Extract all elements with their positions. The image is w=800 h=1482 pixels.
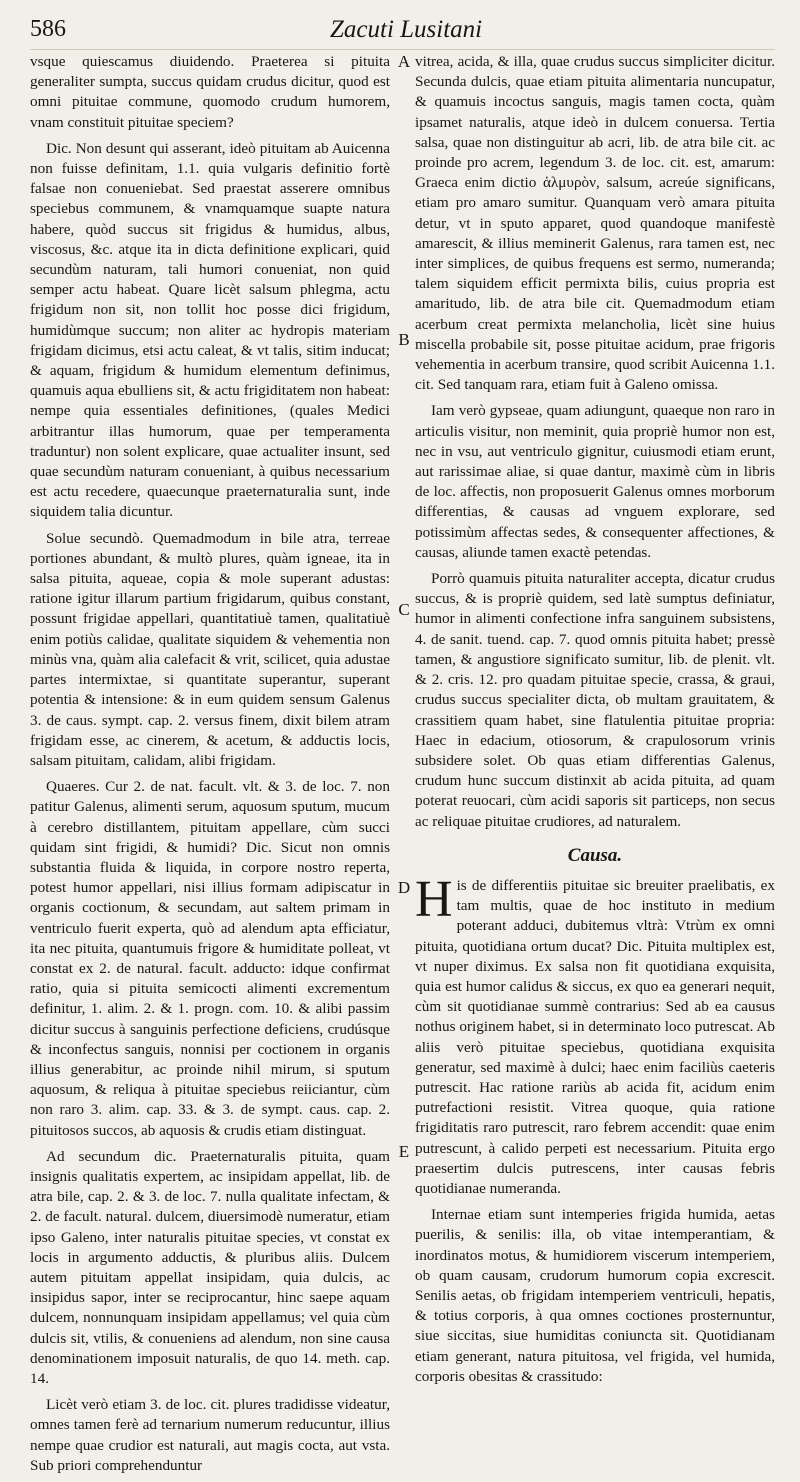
paragraph: Licèt verò etiam 3. de loc. cit. plures tradidisse videatur, omnes tamen ferè ad ternarium numerum reducuntur, illius nempe quae crudior est naturali, aut magis cocta, aut vsta. Sub priori comprehenduntur <box>30 1396 390 1474</box>
paragraph: Porrò quamuis pituita naturaliter accepta, dicatur crudus succus, & is propriè quidem, sed latè sumptus definiatur, humor in alimenti confectione infra sanguinem subsistens, 4. de sanit. tuend. cap. 7. quod omnis pituita habet; pressè tamen, & angustiore significato sumitur, lib. de plenit. vlt. & 2. cris. 12. pro quadam pituitae specie, crassa, & graui, crudus succus specialiter dicta, ob multam grauitatem, & crassitiem quam habet, sine flatulentia pituitae propria: Haec in edacium, otiosorum, & crapulosorum vrinis subsidere solet. Ob quas etiam differentias Galenus, crudum hunc succum distinxit ab acida pituita, ad quam poterat reuocari, cùm acidi saporis sit particeps, non secus ac reliquae pituitae crudiores, ad naturalem. <box>415 570 775 830</box>
paragraph <box>415 870 775 1199</box>
margin-letter-c: C <box>398 600 410 619</box>
paragraph: Iam verò gypseae, quam adiungunt, quaeque non raro in articulis visitur, non meminit, quia propriè humor non est, nec in vsu, aut ventriculo gignitur, cuiusmodi etiam erunt, aut rarissimae aliae, si quae dantur, maximè cùm in libris de loc. affectis, non proposuerit Galenus omnes morborum differentias, & causas ad vnguem explorare, sed potissimùm affectas sedes, & consequenter affectiones, & causas, aliunde tamen exactè petendas. <box>415 402 775 561</box>
paragraph: Quaeres. Cur 2. de nat. facult. vlt. & 3. de loc. 7. non patitur Galenus, alimenti serum, aquosum sputum, mucum à cerebro distillantem, pituitam appellare, cùm succi quidam sint frigidi, & humidi? Dic. Sicut non omnis substantia fluida & liquida, in corpore nostro reperta, potest humor appellari, nisi illius formam adipiscatur in organis coctionum, & secundam, aut saltem primam in ventriculo fuerit experta, quò ad alendum apta efficiatur, ita nec pituita, quantumuis frigore & humiditate polleat, vt constat ex 2. de natural. facult. adducto: idque confirmat ratio, quia si pituita semicocti alimenti excrementum definitur, 1. alim. 2. & 1. progn. com. 10. & alibi passim dicitur succus à sanguinis perfectione deficiens, crudúsque & inconfectus sanguis, nonnisi per coctionem in organis illius generabitur, ac proinde nihil mirum, si sputum aquosum, & reliqua à pituitae speciebus reiiciantur, cùm non raro 3. alim. cap. 33. & 3. de sympt. caus. cap. 2. pituitosos succos, ab aquosis & crudis etiam distinguat. <box>30 778 390 1139</box>
right-column <box>415 52 775 1393</box>
margin-letter-b: B <box>398 330 410 349</box>
left-column <box>30 52 390 1482</box>
paragraph: vsque quiescamus diuidendo. Praeterea si pituita generaliter sumpta, succus quidam crudus dicitur, quod est omni pituitae commune, quomodo crudum humorem, vnam constituit pituitae speciem? <box>30 53 390 131</box>
margin-letter-d: D <box>397 878 411 897</box>
paragraph: Solue secundò. Quemadmodum in bile atra, terreae portiones abundant, & multò plures, quàm igneae, ita in salsa pituita, aqueae, copia & mole superant adustas: ratione igitur illarum partium frigidarum, quibus constant, possunt frigidae appellari, quantitatiuè tamen, qualitatiuè enim potiùs calidae, qualitate siquidem & vehementia non minùs vna, quàm alia calefacit & vrit, scilicet, quia adustae partes intermixtae, si quantitate superantur, superant potentia & intensione: & in eum quidem sensum Galenus 3. de caus. sympt. cap. 2. versus finem, dixit bilem atram frigidam esse, ac cinerem, & acetum, & adductis locis, salsam pituitam, calidam, alibi frigidam. <box>30 529 390 769</box>
header-rule <box>30 49 775 50</box>
paragraph: Dic. Non desunt qui asserant, ideò pituitam ab Auicenna non fuisse definitam, 1.1. quia vulgaris definitio fortè falsae non conueniebat. Sed praestat asserere omnibus speciebus communem, & vnamquamque suapte natura habere, quòd succus sit frigidus & humidus, albus, viscosus, &c. atque ita in dicta definitione explicari, quid secundùm naturam, tali humori conueniat, non quid semper actu habeat. Quare licèt salsum phlegma, actu frigidum non sit, non tollit hoc posse dici frigidum, humidùmque succum; non aliter ac hydropis materiam frigidam dicimus, etsi actu caleat, & vt talis, sitim inducat; & aquam, frigidum & humidum elementum definimus, quamuis aqua ebulliens sit, & actu frigiditatem non habeat: nempe quia essentiales definitiones, (quales Medici arbitrantur illas humorum, quae per temperamenta traduntur) non solent explicare, quae actualiter insunt, sed quae secundùm naturam conueniant, à quibus necessarium est actu recedere, quaecunque praeternaturalia sunt, inde siquidem talia dicuntur. <box>30 139 390 521</box>
margin-letter-e: E <box>398 1142 410 1161</box>
paragraph: Ad secundum dic. Praeternaturalis pituita, quam insignis qualitatis expertem, ac insipidam appellat, lib. de atra bile, cap. 2. & 3. de loc. 7. nulla qualitate infectam, & 2. de facult. natural. dulcem, diuersimodè numeratur, etiam ipso Galeno, inter naturalis pituitae species, vt constat ex locis in argumento adductis, & pluribus aliis. Dulcem autem pituitam appellat insipidam, quia dulcis, ac insipidus sapor, inter se reciprocantur, hinc saepe aquam dulcem, nonnunquam insipidam appellamus; vel quia cùm dulcis sit, vtilis, & conueniens ad alendum, non sine causa denominationem imposuit naturalis, de quo 14. meth. cap. 14. <box>30 1147 390 1387</box>
running-title: Zacuti Lusitani <box>330 16 483 43</box>
section-heading: Causa. <box>567 844 623 866</box>
paragraph-text: is de differentiis pituitae sic breuiter praelibatis, ex tam multis, quae de hoc instituto in medium poterant adduci, dubitemus vltrà: Vtrùm ex omni pituita, quotidiana ortum ducat? Dic. Pituita multiplex est, vt nuper diximus. Ex salsa non fit quotidiana exquisita, quia est humor calidus & siccus, ex quo ea generari nequit, cùm sit quotidianae summè contrarius: Sed ab ea causus nothus originem habet, si in determinato loco putrescat. Ab aliis verò pituitae speciebus, quotidiana exquisita generatur, sed maximè à dulci; haec enim faciliùs caeteris putrescit. Hac ratione rariùs ab acida fit, acidum enim putrefactioni resistit. Vitrea quoque, quia ratione frigiditatis raro putrescit, raro febrem accendit: quae enim putrescunt, à calido perpeti est necessarium. Pituita ergo praesertim dulcis putrescens, inter causas febris quotidianae numeranda. <box>415 876 775 1197</box>
paragraph: Internae etiam sunt intemperies frigida humida, aetas puerilis, & senilis: illa, ob vitae intemperantiam, & inordinatos motus, & humidiorem viscerum intemperiem, ob quam causam, crudorum humorum copia excrescit. Senilis aetas, ob frigidam intemperiem ventriculi, hepatis, & totius corporis, à qua omnes coctiones prosternuntur, siue siccitas, siue humiditas coniuncta sit. Quotidianam etiam generant, natura pituitosa, vel frigida, vel humida, corporis obesitas & crassitudo: <box>415 1206 775 1385</box>
page-number: 586 <box>30 16 66 42</box>
margin-letter-a: A <box>397 52 411 71</box>
paragraph: vitrea, acida, & illa, quae crudus succus simpliciter dicitur. Secunda dulcis, quae etiam pituita alimentaria nuncupatur, & quamuis incoctus sanguis, magis tamen cocta, quàm ipsamet naturalis, atque ideò in dulcem conuersa. Tertia salsa, quae non distinguitur ab acri, lib. de atra bile cit. ac proinde pro acrem, legendum 3. de loc. cit. est, amarum: Graeca enim dictio ἁλμυρὸν, salsum, acreúe significans, etiam pro amaro sumitur. Quanquam verò amara pituita detur, vt in sputo apparet, quod quandoque manifestè amarescit, & illius meminerit Galenus, rara tamen est, nec inter simplices, de quibus frequens est sermo, numeranda; talem siquidem efficit permixta bilis, cuius propria est amaritudo, lib. de atra bile cit. Quemadmodum etiam acerbum creat permixta melancholia, licèt sine huius miscella probabile sit, posse pituitae acidum, prae frigoris vehementia in acerbum transire, quod scribit Auicenna 1.1. cit. Sed tanquam rara, etiam fuit à Galeno omissa. <box>415 53 775 394</box>
running-head <box>0 16 800 50</box>
drop-cap: H <box>415 870 453 928</box>
